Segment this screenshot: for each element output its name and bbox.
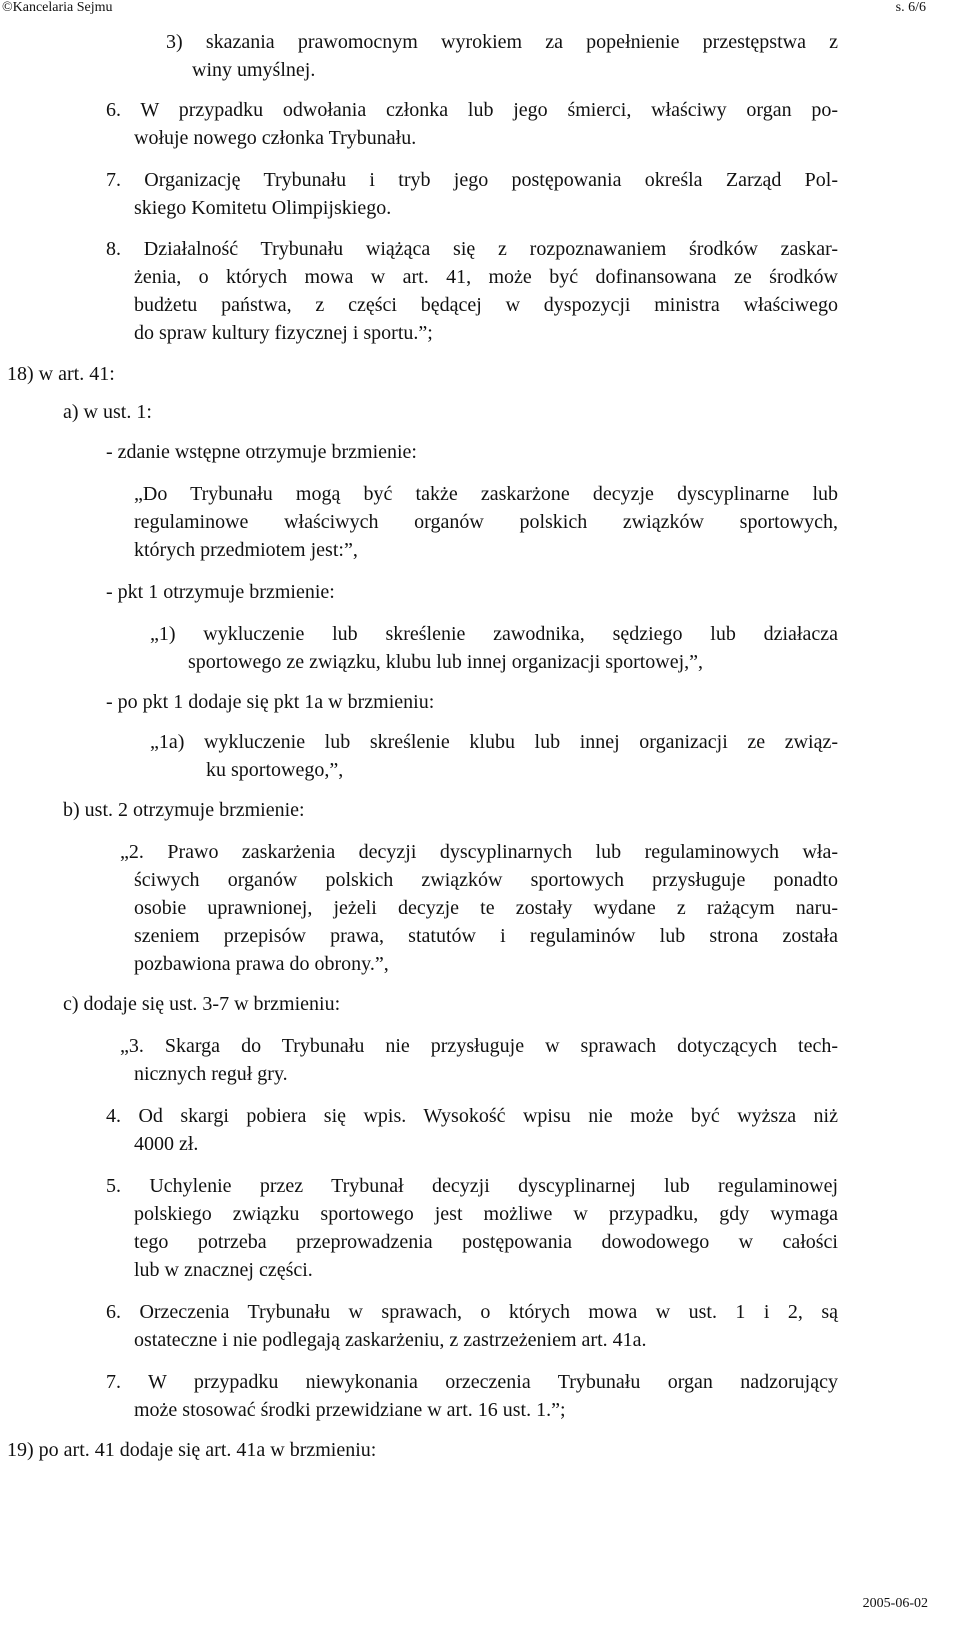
text-line: może stosować środki przewidziane w art. 16 ust. 1.”; xyxy=(134,1399,566,1421)
header-copyright: ©Kancelaria Sejmu xyxy=(2,0,113,15)
text-line: sportowego ze związku, klubu lub innej organizacji sportowej,”, xyxy=(188,651,704,673)
text-line: b) ust. 2 otrzymuje brzmienie: xyxy=(63,799,305,821)
text-line: winy umyślnej. xyxy=(192,59,316,81)
text-line: a) w ust. 1: xyxy=(63,401,152,423)
text-line: nicznych reguł gry. xyxy=(134,1063,288,1085)
text-line: do spraw kultury fizycznej i sportu.”; xyxy=(134,322,433,344)
text-line: tego potrzeba przeprowadzenia postępowania dowodowego w całości xyxy=(134,1231,838,1253)
text-line: osobie uprawnionej, jeżeli decyzje te zostały wydane z rażącym naru- xyxy=(134,897,838,919)
text-line: 4. Od skargi pobiera się wpis. Wysokość wpisu nie może być wyższa niż xyxy=(106,1105,838,1127)
text-line: 6. W przypadku odwołania członka lub jego śmierci, właściwy organ po- xyxy=(106,99,838,121)
text-line: ściwych organów polskich związków sportowych przysługuje ponadto xyxy=(134,869,838,891)
text-line: „Do Trybunału mogą być także zaskarżone decyzje dyscyplinarne lub xyxy=(134,483,838,505)
text-line: 4000 zł. xyxy=(134,1133,199,1155)
text-line: polskiego związku sportowego jest możliwe w przypadku, gdy wymaga xyxy=(134,1203,838,1225)
text-line: wołuje nowego członka Trybunału. xyxy=(134,127,417,149)
text-line: 18) w art. 41: xyxy=(7,363,115,385)
text-line: lub w znacznej części. xyxy=(134,1259,313,1281)
text-line: budżetu państwa, z części będącej w dyspozycji ministra właściwego xyxy=(134,294,838,316)
text-line: 7. W przypadku niewykonania orzeczenia Trybunału organ nadzorujący xyxy=(106,1371,838,1393)
text-line: „2. Prawo zaskarżenia decyzji dyscyplinarnych lub regulaminowych wła- xyxy=(120,841,838,863)
text-line: 3) skazania prawomocnym wyrokiem za popełnienie przestępstwa z xyxy=(166,31,838,53)
header-page-number: s. 6/6 xyxy=(895,0,926,15)
text-line: - po pkt 1 dodaje się pkt 1a w brzmieniu: xyxy=(106,691,435,713)
text-line: ostateczne i nie podlegają zaskarżeniu, z zastrzeżeniem art. 41a. xyxy=(134,1329,647,1351)
text-line: skiego Komitetu Olimpijskiego. xyxy=(134,197,392,219)
text-line: „1) wykluczenie lub skreślenie zawodnika, sędziego lub działacza xyxy=(150,623,838,645)
text-line: 6. Orzeczenia Trybunału w sprawach, o których mowa w ust. 1 i 2, są xyxy=(106,1301,838,1323)
text-line: 8. Działalność Trybunału wiążąca się z rozpoznawaniem środków zaskar- xyxy=(106,238,838,260)
text-line: - pkt 1 otrzymuje brzmienie: xyxy=(106,581,335,603)
text-line: ku sportowego,”, xyxy=(206,759,344,781)
text-line: żenia, o których mowa w art. 41, może być dofinansowana ze środków xyxy=(134,266,838,288)
text-line: „3. Skarga do Trybunału nie przysługuje w sprawach dotyczących tech- xyxy=(120,1035,838,1057)
text-line: regulaminowe właściwych organów polskich związków sportowych, xyxy=(134,511,838,533)
text-line: pozbawiona prawa do obrony.”, xyxy=(134,953,389,975)
text-line: c) dodaje się ust. 3-7 w brzmieniu: xyxy=(63,993,341,1015)
text-line: - zdanie wstępne otrzymuje brzmienie: xyxy=(106,441,417,463)
text-line: 19) po art. 41 dodaje się art. 41a w brzmieniu: xyxy=(7,1439,377,1461)
text-line: 5. Uchylenie przez Trybunał decyzji dyscyplinarnej lub regulaminowej xyxy=(106,1175,838,1197)
text-line: 7. Organizację Trybunału i tryb jego postępowania określa Zarząd Pol- xyxy=(106,169,838,191)
text-line: których przedmiotem jest:”, xyxy=(134,539,358,561)
text-line: szeniem przepisów prawa, statutów i regulaminów lub strona została xyxy=(134,925,838,947)
footer-date: 2005-06-02 xyxy=(862,1596,928,1611)
text-line: „1a) wykluczenie lub skreślenie klubu lub innej organizacji ze związ- xyxy=(150,731,838,753)
